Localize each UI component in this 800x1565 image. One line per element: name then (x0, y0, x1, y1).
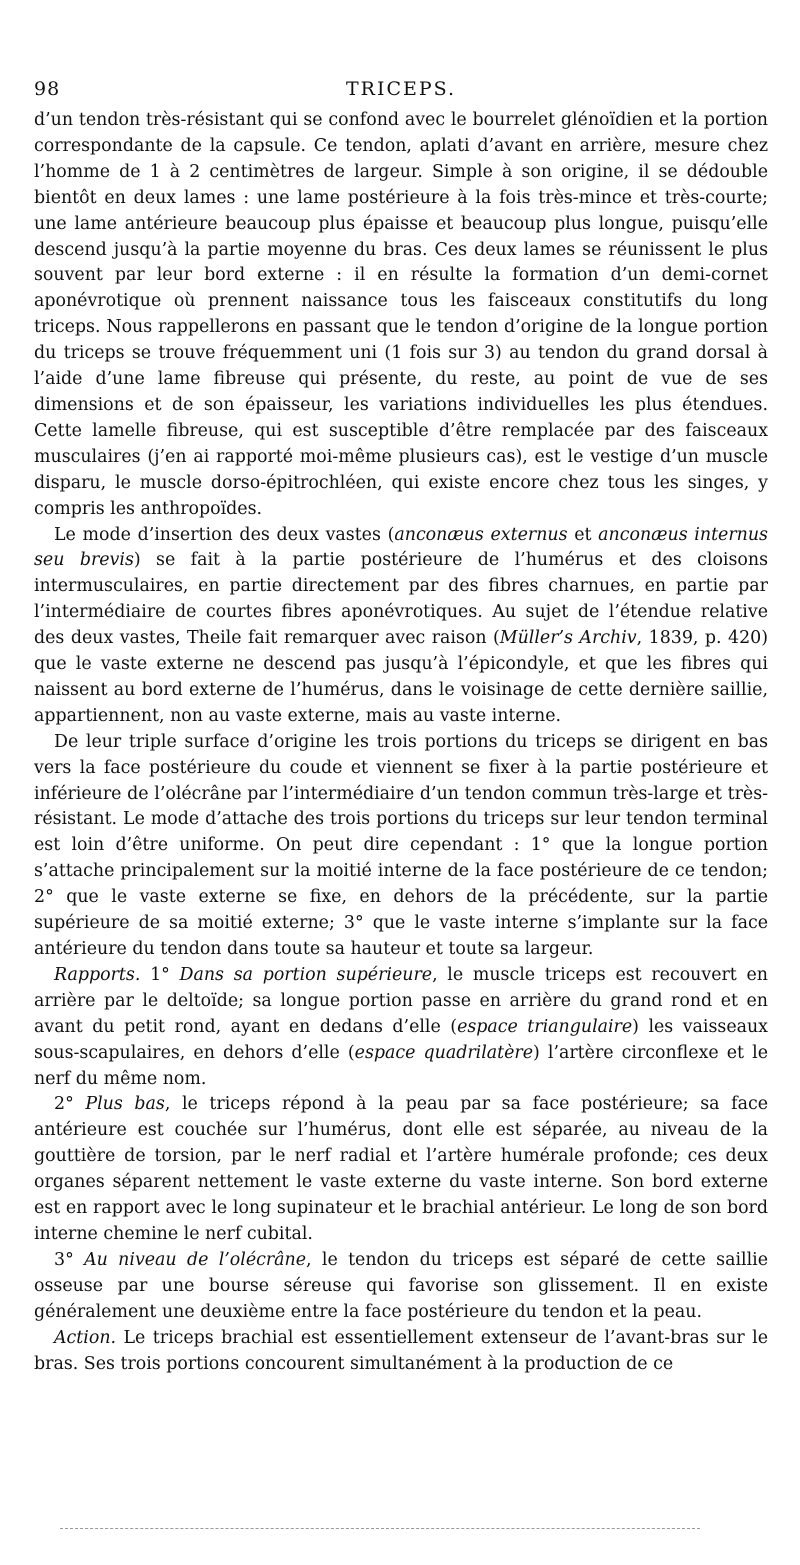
paragraph (34, 523, 768, 730)
paragraph (34, 1326, 768, 1378)
page-number: 98 (34, 78, 61, 100)
text-segment: et (567, 524, 599, 545)
text-segment: 3° (54, 1249, 85, 1270)
italic-text: Rapports. (54, 964, 141, 985)
text-segment: , 1839, p. 420) que le vaste externe ne descend pas jusqu’à l’épicondyle, et que les fibres qui naissent au bord externe de l’humérus, dans le voisinage de cette dernière saillie, appartiennent, non au vaste externe, mais au vaste interne. (34, 628, 768, 726)
text-segment: Le mode d’insertion des deux vastes ( (54, 524, 395, 545)
paragraph (34, 108, 768, 523)
italic-text: espace quadrilatère (354, 1042, 534, 1063)
italic-text: Müller’s Archiv (499, 628, 637, 649)
italic-text: anconæus internus seu brevis (34, 524, 768, 571)
text-segment: , le triceps répond à la peau par sa face postérieure; sa face antérieure est couchée sur l’humérus, dont elle est séparée, au niveau de la gouttière de torsion, par le nerf radial et l’artère humérale profonde; ces deux organes séparent nettement le vaste externe du vaste interne. Son bord externe est en rapport avec le long supinateur et le brachial antérieur. Le long de son bord interne chemine le nerf cubital. (34, 1094, 769, 1244)
paragraph (34, 1092, 768, 1247)
text-segment: ) se fait à la partie postérieure de l’humérus et des cloisons intermusculaires, en partie directement par des fibres charnues, en partie par l’intermédiaire de courtes fibres aponévrotiques. Au sujet de l’étendue relative des deux vastes, Theile fait remarquer avec raison ( (34, 550, 769, 649)
italic-text: Au niveau de l’olécrâne (84, 1249, 307, 1270)
text-segment: ) l’artère circonflexe et le nerf du même nom. (34, 1042, 768, 1089)
text-segment: , le tendon du triceps est séparé de cette saillie osseuse par une bourse séreuse qui favorise son glissement. Il en existe généralement une deuxième entre la face postérieure du tendon et la peau. (34, 1249, 768, 1322)
paragraph (34, 730, 768, 963)
italic-text: espace triangulaire (457, 1016, 633, 1037)
body-text (34, 108, 768, 1377)
text-segment: Le triceps brachial est essentiellement extenseur de l’avant-bras sur le bras. Ses trois portions concourent simultanément à la production de ce (34, 1327, 768, 1374)
italic-text: Action. (54, 1327, 117, 1348)
text-segment: ) les vaisseaux sous-scapulaires, en dehors d’elle ( (34, 1016, 768, 1063)
page-header (34, 78, 768, 108)
paragraph (34, 1248, 768, 1326)
running-title: TRICEPS. (345, 78, 457, 100)
paragraph (34, 963, 768, 1093)
italic-text: Plus bas (85, 1094, 165, 1115)
text-segment: 1° (140, 964, 180, 985)
text-segment: , le muscle triceps est recouvert en arrière par le deltoïde; sa longue portion passe en arrière du grand rond et en avant du petit rond, ayant en dedans d’elle ( (34, 964, 768, 1037)
text-segment: d’un tendon très-résistant qui se confond avec le bourrelet glénoïdien et la portion correspondante de la capsule. Ce tendon, aplati d’avant en arrière, mesure chez l’homme de 1 à 2 centimètres de largeur. Simple à son origine, il se dédouble bientôt en deux lames : une lame postérieure à la fois très-mince et très-courte; une lame antérieure beaucoup plus épaisse et beaucoup plus longue, puisqu’elle descend jusqu’à la partie moyenne du bras. Ces deux lames se réunissent le plus souvent par leur bord externe : il en résulte la formation d’un demi-cornet aponévrotique où prennent naissance tous les faisceaux constitutifs du long triceps. Nous rappellerons en passant que le tendon d’origine de la longue portion du triceps se trouve fréquemment uni (1 fois sur 3) au tendon du grand dorsal à l’aide d’une lame fibreuse qui présente, du reste, au point de vue de ses dimensions et de son épaisseur, les variations individuelles les plus étendues. Cette lamelle fibreuse, qui est susceptible d’être remplacée par des faisceaux musculaires (j’en ai rapporté moi-même plusieurs cas), est le vestige d’un muscle disparu, le muscle dorso-épitrochléen, qui existe encore chez tous les singes, y compris les anthropoïdes. (34, 110, 768, 519)
footer-rule (60, 1528, 700, 1529)
text-segment: De leur triple surface d’origine les trois portions du triceps se dirigent en bas vers la face postérieure du coude et viennent se fixer à la partie postérieure et inférieure de l’olécrâne par l’intermédiaire d’un tendon commun très-large et très-résistant. Le mode d’attache des trois portions du triceps sur leur tendon terminal est loin d’être uniforme. On peut dire cependant : 1° que la longue portion s’attache principalement sur la moitié interne de la face postérieure de ce tendon; 2° que le vaste externe se fixe, en dehors de la précédente, sur la partie supérieure de sa moitié externe; 3° que le vaste interne s’implante sur la face antérieure du tendon dans toute sa hauteur et toute sa largeur. (34, 731, 768, 959)
italic-text: Dans sa portion supérieure (179, 964, 433, 985)
italic-text: anconæus externus (394, 524, 568, 545)
text-segment: 2° (54, 1094, 86, 1115)
book-page (34, 78, 768, 1377)
